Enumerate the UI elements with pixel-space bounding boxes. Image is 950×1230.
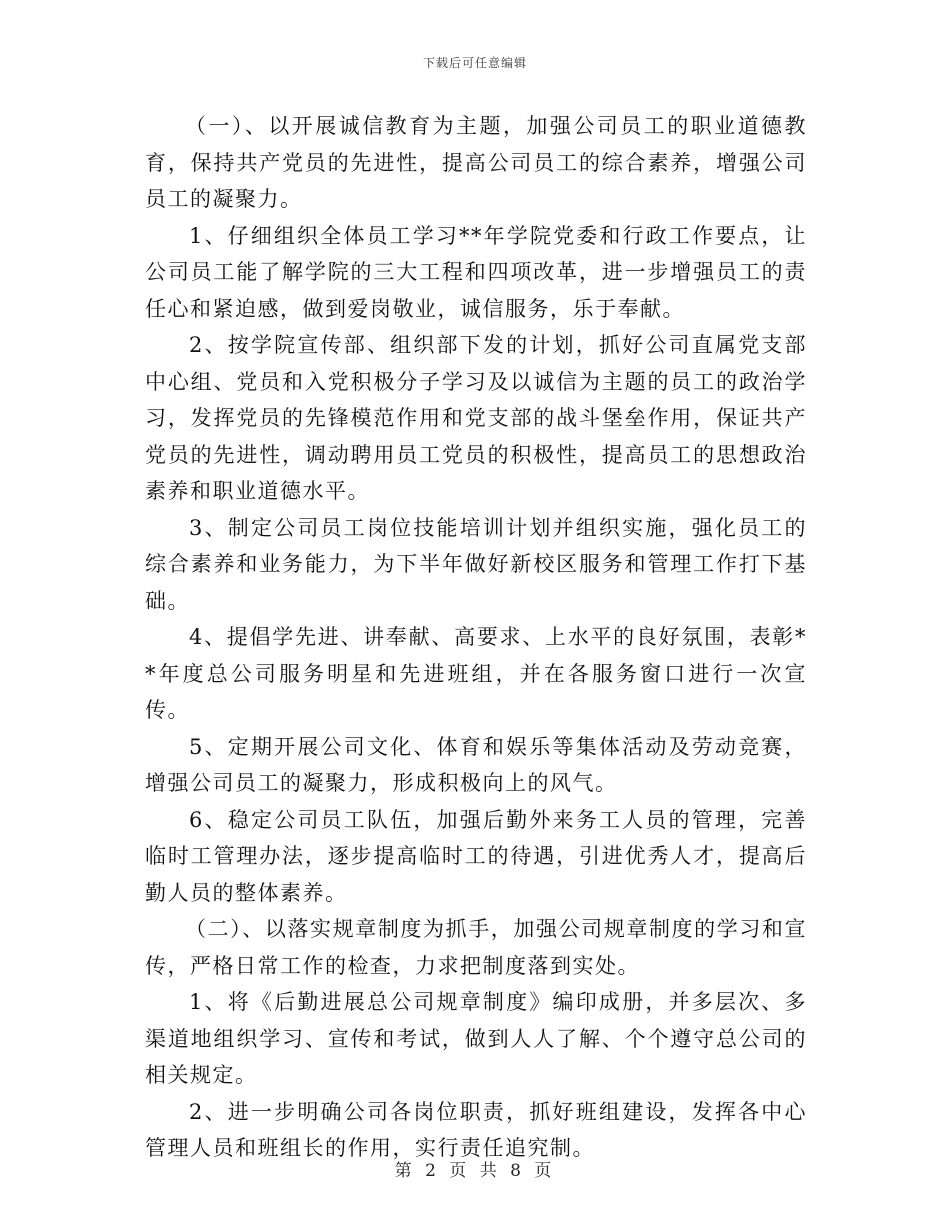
page-header: 下载后可任意编辑 (422, 56, 527, 70)
paragraph-item-7: 1、将《后勤进展总公司规章制度》编印成册，并多层次、多渠道地组织学习、宣传和考试，做到人人了解、个个遵守总公司的相关规定。 (145, 990, 807, 1087)
paragraph-item-2: 2、按学院宣传部、组织部下发的计划，抓好公司直属党支部中心组、党员和入党积极分子学习及以诚信为主题的员工的政治学习，发挥党员的先锋模范作用和党支部的战斗堡垒作用，保证共产党员的先进性，调动聘用员工党员的积极性，提高员工的思想政治素养和职业道德水平。 (145, 333, 807, 503)
paragraph-item-4: 4、提倡学先进、讲奉献、高要求、上水平的良好氛围，表彰**年度总公司服务明星和先进班组，并在各服务窗口进行一次宣传。 (145, 625, 807, 722)
paragraph-item-5: 5、定期开展公司文化、体育和娱乐等集体活动及劳动竞赛，增强公司员工的凝聚力，形成积极向上的风气。 (145, 734, 807, 795)
paragraph-item-3: 3、制定公司员工岗位技能培训计划并组织实施，强化员工的综合素养和业务能力，为下半年做好新校区服务和管理工作打下基础。 (145, 515, 807, 613)
paragraph-item-8: 2、进一步明确公司各岗位职责，抓好班组建设，发挥各中心管理人员和班组长的作用，实行责任追究制。 (145, 1099, 807, 1160)
paragraph-item-6: 6、稳定公司员工队伍，加强后勤外来务工人员的管理，完善临时工管理办法，逐步提高临时工的待遇，引进优秀人才，提高后勤人员的整体素养。 (145, 807, 807, 905)
section-heading-2: （二）、以落实规章制度为抓手，加强公司规章制度的学习和宣传，严格日常工作的检查，力求把制度落到实处。 (145, 917, 807, 978)
section-heading-1: （一）、以开展诚信教育为主题，加强公司员工的职业道德教育，保持共产党员的先进性，提高公司员工的综合素养，增强公司员工的凝聚力。 (145, 114, 807, 211)
paragraph-item-1: 1、仔细组织全体员工学习**年学院党委和行政工作要点，让公司员工能了解学院的三大工程和四项改革，进一步增强员工的责任心和紧迫感，做到爱岗敬业，诚信服务，乐于奉献。 (145, 223, 807, 321)
page-number: 第 2 页 共 8 页 (394, 1161, 556, 1181)
document-body (145, 108, 807, 1167)
